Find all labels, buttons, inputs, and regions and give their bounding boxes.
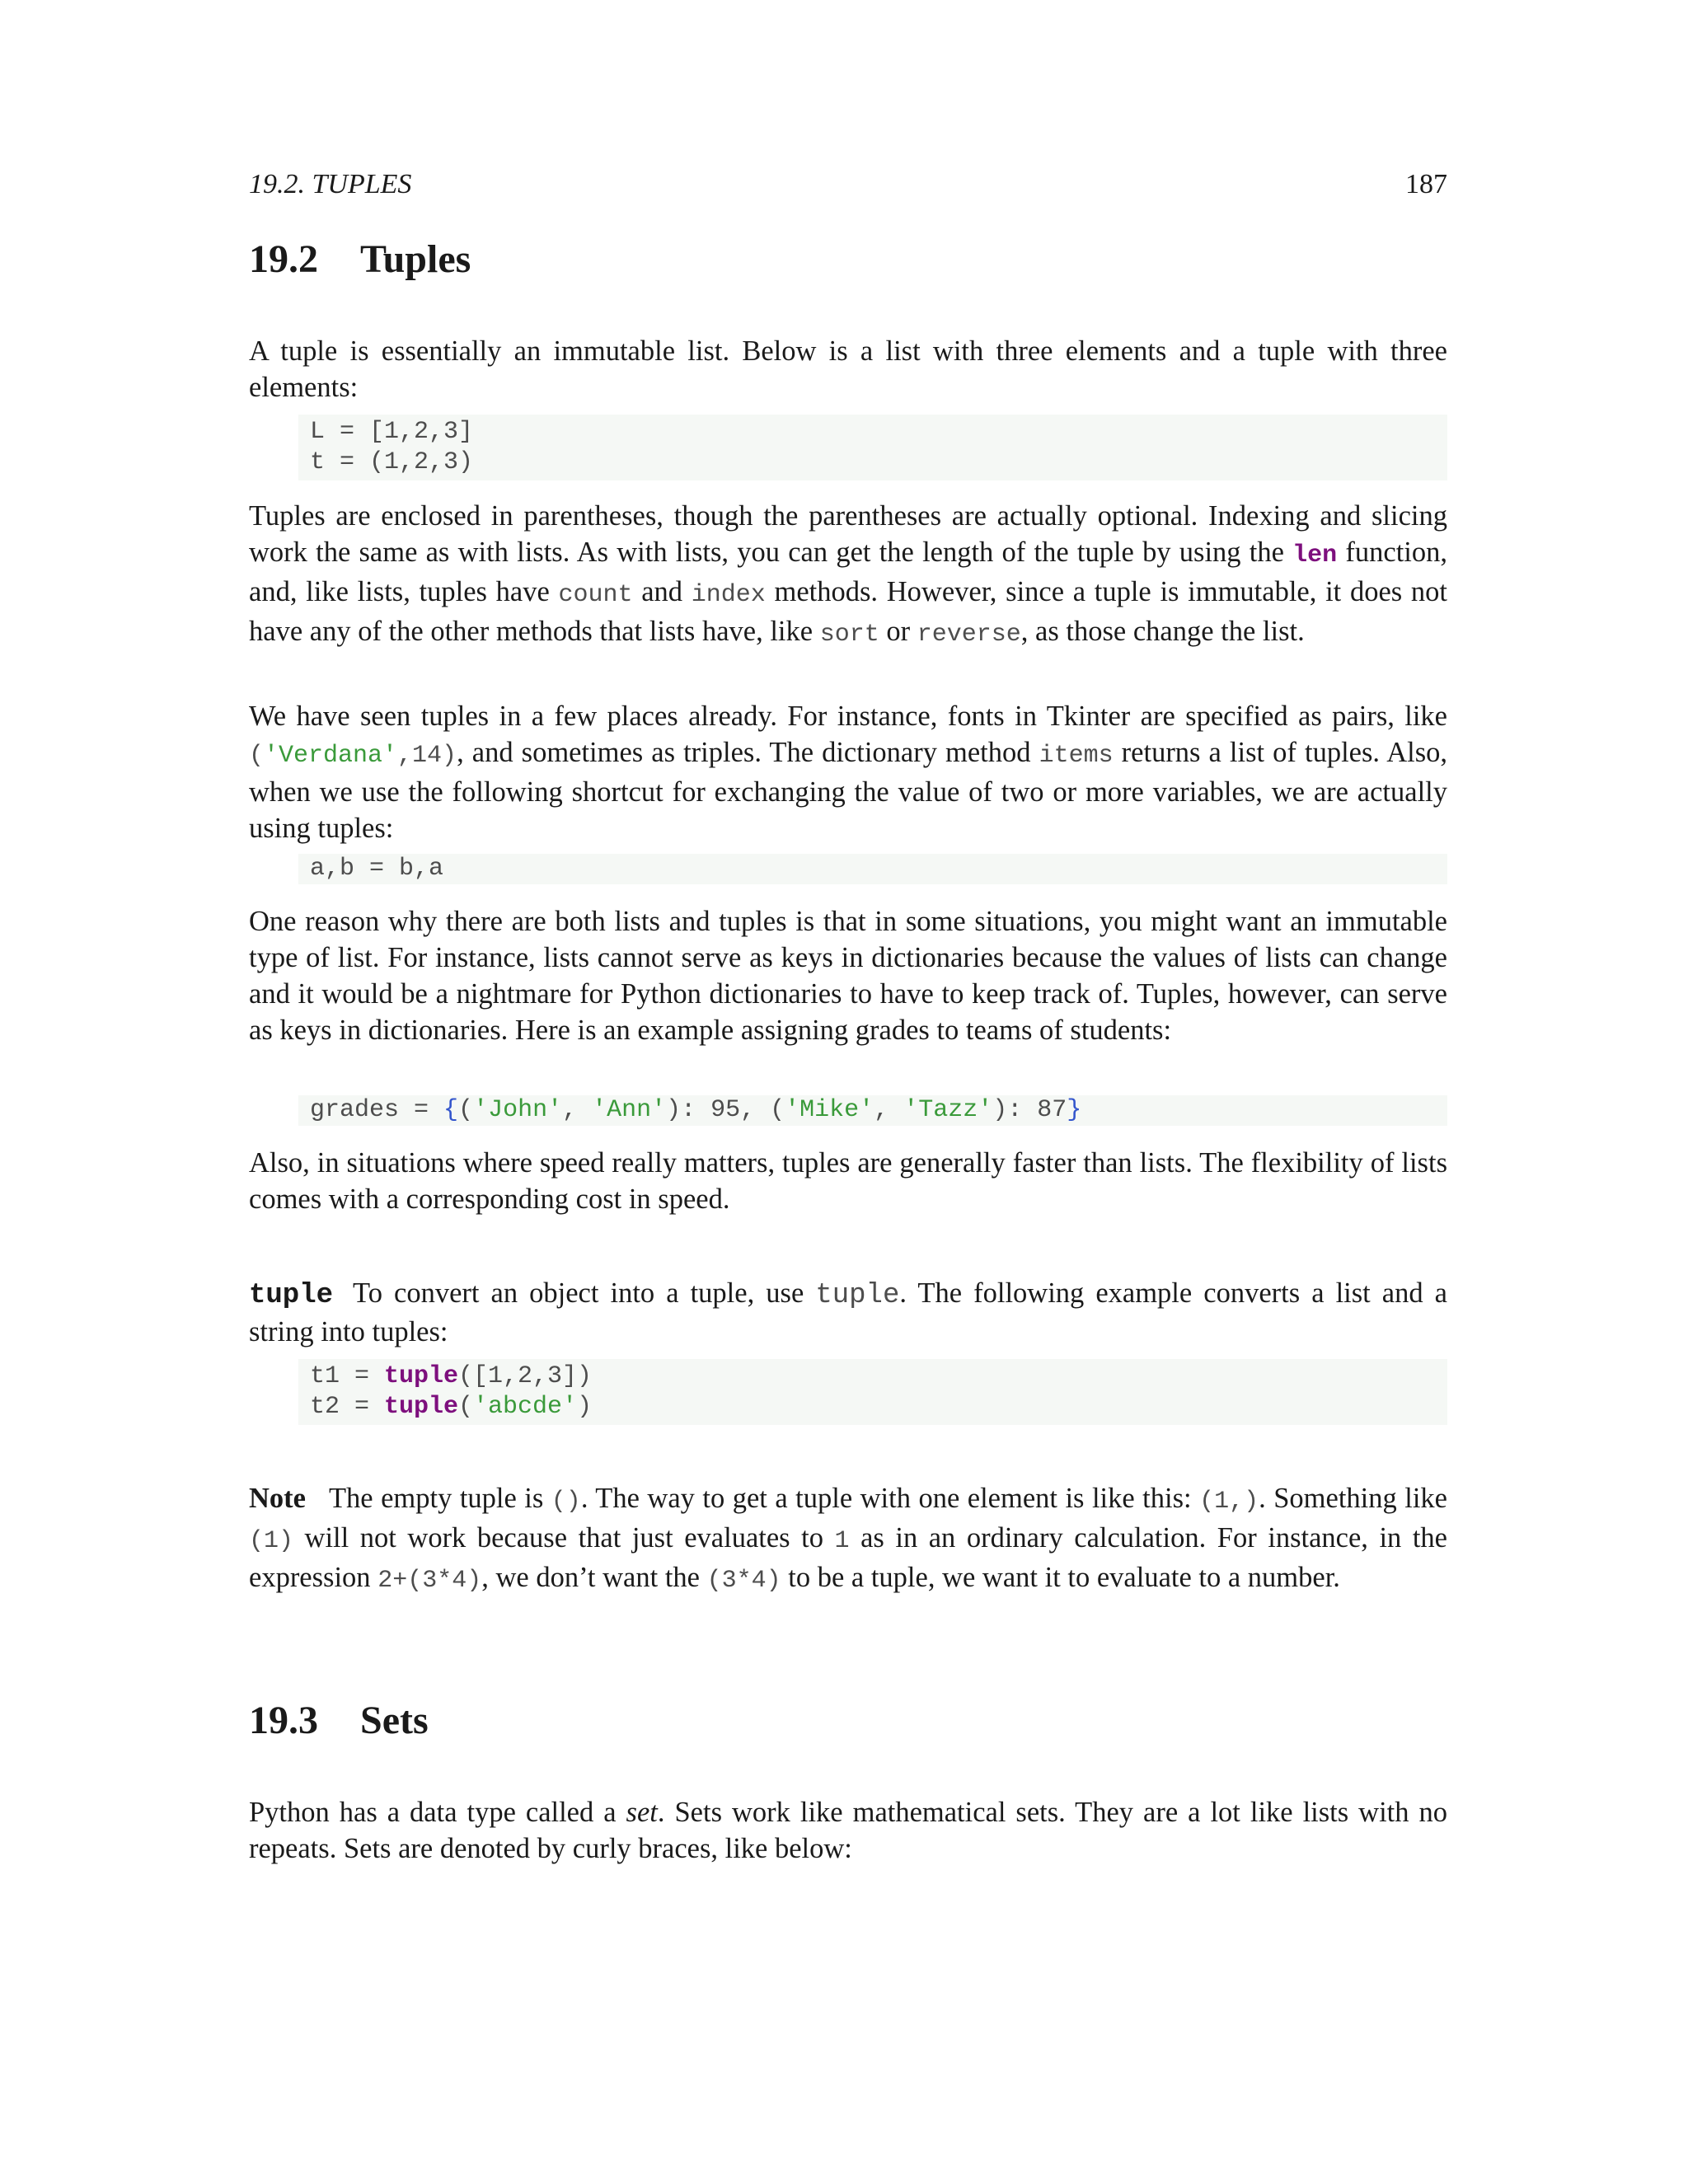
- inline-code-items: items: [1039, 742, 1114, 770]
- code-line: t = (1,2,3): [310, 448, 474, 476]
- note-label: Note: [249, 1483, 306, 1514]
- inline-code-index: index: [691, 581, 766, 609]
- section-heading-tuples: [249, 237, 471, 282]
- page-number: 187: [1405, 169, 1447, 199]
- code-block-list-tuple: [298, 415, 1447, 480]
- section-number: 19.2: [249, 237, 318, 281]
- inline-code-sort: sort: [819, 621, 879, 649]
- paragraph-why-tuples: One reason why there are both lists and tuples is that in some situations, you might want an immutable type of list. For instance, lists cannot serve as keys in dictionaries because the values of lists can change and it would be a nightmare for Python dictionaries to have to keep track of. Tuples, however, can serve as keys in dictionaries. Here is an example assigning grades to teams of students:: [249, 906, 1447, 1046]
- running-header-section: 19.2. TUPLES: [249, 169, 412, 199]
- section-title: Tuples: [360, 237, 471, 281]
- inline-code-verdana: 'Verdana': [264, 742, 398, 770]
- section-number: 19.3: [249, 1699, 318, 1742]
- inline-code-reverse: reverse: [917, 621, 1021, 649]
- paragraph-intro: A tuple is essentially an immutable list. Below is a list with three elements and a tuple with three elements:: [249, 335, 1447, 403]
- code-block-tuple-convert: t1 = tuple([1,2,3]) t2 = tuple('abcde'): [298, 1359, 1447, 1425]
- section-title: Sets: [360, 1699, 429, 1742]
- inline-code-count: count: [558, 581, 633, 609]
- emphasis-set: set: [626, 1797, 658, 1828]
- paragraph-note: Note The empty tuple is (). The way to get a tuple with one element is like this: (1,). Something like (1) will not work because that just evaluates to 1 as in an ordinary calculation. For instance, in the expression 2+(3*4), we don’t want the (3*4) to be a tuple, we want it to evaluate to a number.: [249, 1483, 1447, 1595]
- inline-code-len: len: [1292, 541, 1338, 569]
- section-heading-sets: [249, 1698, 429, 1743]
- paragraph-lead-tuple: tuple: [249, 1280, 334, 1311]
- paragraph-speed: Also, in situations where speed really matters, tuples are generally faster than lists. The flexibility of lists comes with a corresponding cost in speed.: [249, 1147, 1447, 1215]
- code-line: L = [1,2,3]: [310, 418, 474, 446]
- running-header: [249, 169, 1447, 210]
- paragraph-tuple-function: tuple To convert an object into a tuple, use tuple. The following example converts a list and a string into tuples:: [249, 1277, 1447, 1347]
- paragraph-tuples-seen: We have seen tuples in a few places already. For instance, fonts in Tkinter are specified as pairs, like ('Verdana',14), and sometimes as triples. The dictionary method items returns a list of tuples. Also, when we use the following shortcut for exchanging the value of two or more variables, we are actually using tuples:: [249, 701, 1447, 844]
- paragraph-tuple-properties: Tuples are enclosed in parentheses, though the parentheses are actually optional. Indexing and slicing work the same as with lists. As with lists, you can get the length of the tuple by using the len function, and, like lists, tuples have count and index methods. However, since a tuple is immutable, it does not have any of the other methods that lists have, like sort or reverse, as those change the list.: [249, 500, 1447, 649]
- code-block-grades: grades = {('John', 'Ann'): 95, ('Mike', 'Tazz'): 87}: [298, 1095, 1447, 1126]
- code-block-swap: [298, 854, 1447, 884]
- paragraph-sets-intro: Python has a data type called a set. Sets work like mathematical sets. They are a lot like lists with no repeats. Sets are denoted by curly braces, like below:: [249, 1797, 1448, 1864]
- inline-code-tuple: tuple: [815, 1280, 900, 1311]
- code-line: a,b = b,a: [310, 855, 444, 883]
